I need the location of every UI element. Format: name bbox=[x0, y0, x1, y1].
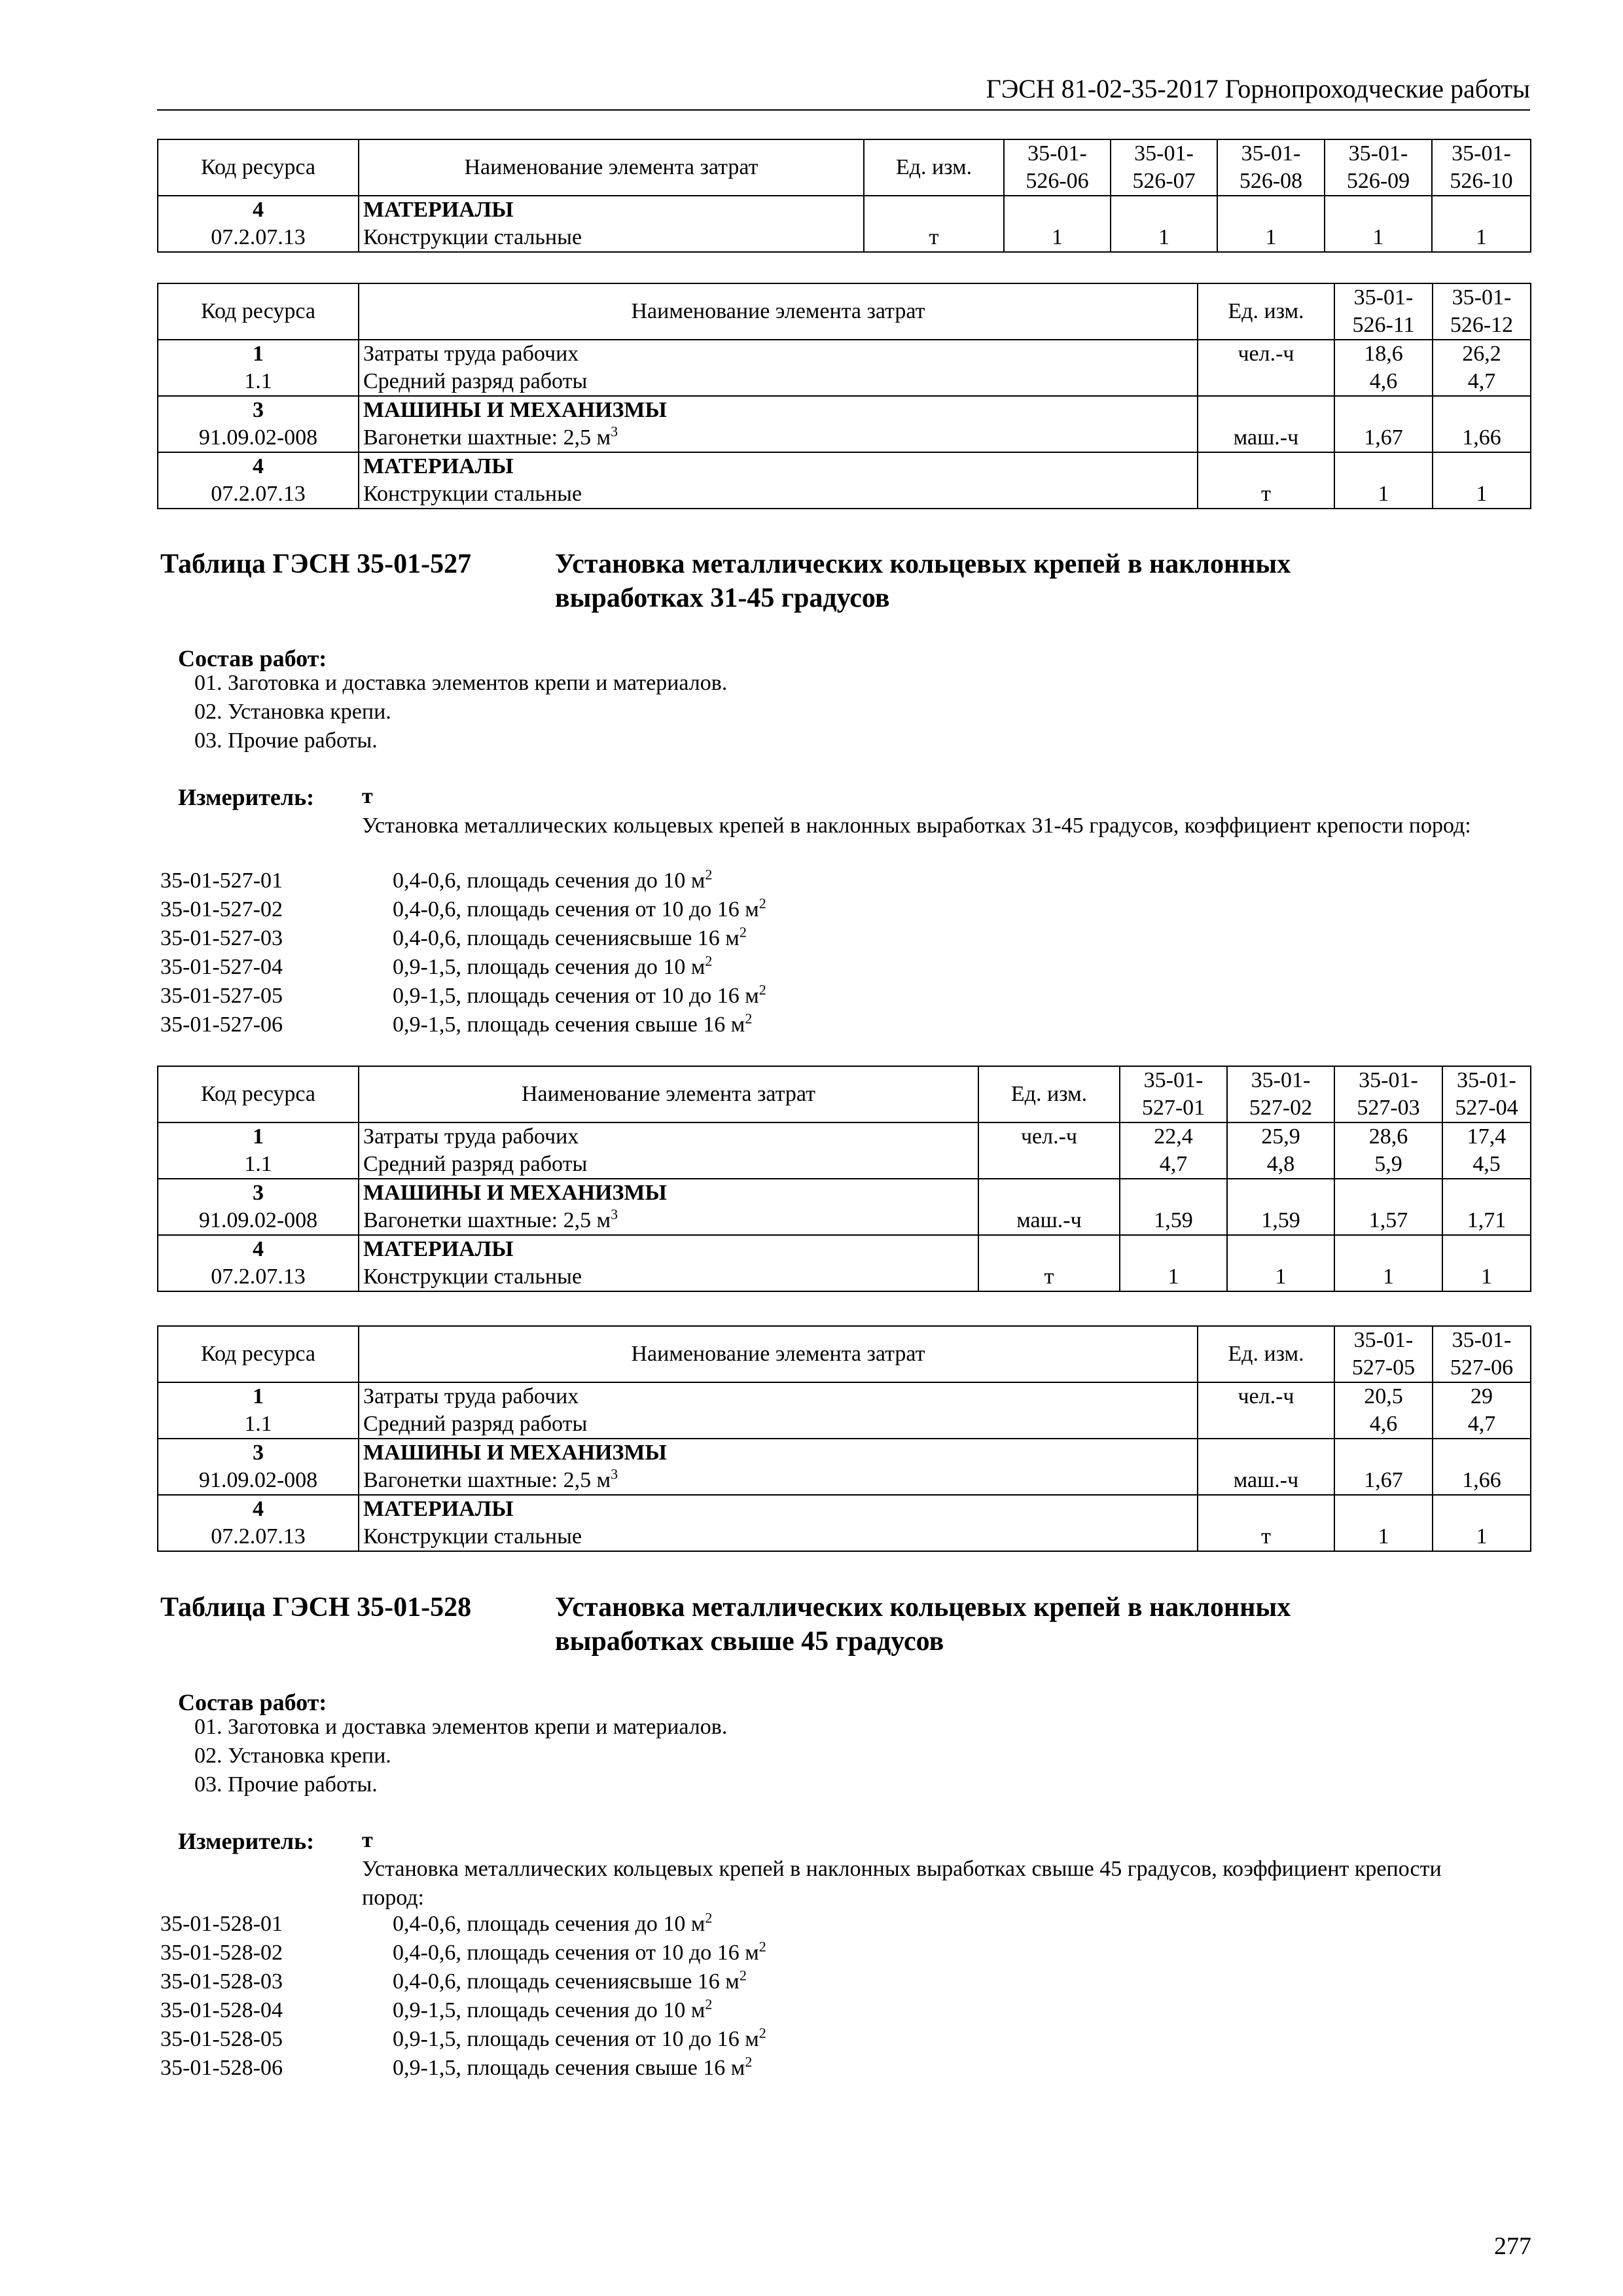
table-row-group bbox=[158, 1179, 1531, 1207]
group-code: 1 bbox=[158, 1382, 359, 1410]
row-code: 07.2.07.13 bbox=[158, 1523, 359, 1551]
work-item: 01. Заготовка и доставка элементов крепи и материалов. bbox=[194, 671, 728, 695]
resource-table-527-01-04 bbox=[157, 1066, 1531, 1292]
group-name: МАШИНЫ И МЕХАНИЗМЫ bbox=[359, 396, 1198, 424]
table-row bbox=[158, 224, 1531, 252]
group-code: 4 bbox=[158, 1235, 359, 1263]
row-unit: т bbox=[864, 224, 1004, 252]
row-code: 1.1 bbox=[158, 368, 359, 396]
work-item: 03. Прочие работы. bbox=[194, 1772, 378, 1797]
table-row bbox=[158, 1207, 1531, 1235]
row-name: Затраты труда рабочих bbox=[359, 1382, 1198, 1410]
header-col: 35-01- 527-06 bbox=[1433, 1326, 1531, 1382]
row-unit: маш.-ч bbox=[1198, 424, 1334, 452]
list-item: 35-01-528-03 0,4-0,6, площадь сечениясвыше 16 $м^2$ bbox=[160, 1967, 747, 1994]
cell-value: 1,57 bbox=[1334, 1207, 1442, 1235]
cell-value: 1,59 bbox=[1120, 1207, 1227, 1235]
header-name: Наименование элемента затрат bbox=[359, 139, 864, 196]
table-row-group bbox=[158, 1122, 1531, 1151]
list-item: 35-01-528-02 0,4-0,6, площадь сечения от 10 до 16 $м^2$ bbox=[160, 1938, 766, 1965]
group-name: МАТЕРИАЛЫ bbox=[359, 452, 1198, 480]
table-header-row bbox=[158, 139, 1531, 196]
row-code: 07.2.07.13 bbox=[158, 480, 359, 509]
header-unit: Ед. изм. bbox=[864, 139, 1004, 196]
table-header-row bbox=[158, 1326, 1531, 1382]
group-code: 1 bbox=[158, 1122, 359, 1151]
cell-value: 1 bbox=[1325, 224, 1432, 252]
list-item: 35-01-528-01 0,4-0,6, площадь сечения до 10 $м^2$ bbox=[160, 1909, 713, 1936]
table-row bbox=[158, 368, 1531, 396]
list-item: 35-01-527-06 0,9-1,5, площадь сечения свыше 16 $м^2$ bbox=[160, 1010, 753, 1037]
cell-value: 28,6 bbox=[1334, 1122, 1442, 1151]
table-row bbox=[158, 1263, 1531, 1291]
cell-value: 18,6 bbox=[1334, 340, 1433, 368]
row-name: Конструкции стальные bbox=[359, 480, 1198, 509]
cell-value: 1 bbox=[1334, 1523, 1433, 1551]
cell-value: 4,6 bbox=[1334, 368, 1433, 396]
group-name: МАШИНЫ И МЕХАНИЗМЫ bbox=[359, 1179, 978, 1207]
cell-value: 1 bbox=[1120, 1263, 1227, 1291]
list-item: 35-01-527-05 0,9-1,5, площадь сечения от 10 до 16 $м^2$ bbox=[160, 981, 766, 1008]
cell-value: 1 bbox=[1433, 1523, 1531, 1551]
row-code: 91.09.02-008 bbox=[158, 1467, 359, 1495]
table-header-row bbox=[158, 283, 1531, 340]
meter-label: Измеритель: bbox=[178, 1828, 315, 1854]
table-row-group bbox=[158, 1439, 1531, 1467]
row-code: 91.09.02-008 bbox=[158, 1207, 359, 1235]
resource-table-526-11-12 bbox=[157, 283, 1531, 509]
table-heading: Установка металлических кольцевых крепей в наклонных выработках свыше 45 градусов bbox=[555, 1592, 1291, 1657]
table-row bbox=[158, 1410, 1531, 1439]
cell-value: 25,9 bbox=[1227, 1122, 1334, 1151]
table-row-group bbox=[158, 196, 1531, 224]
row-unit: маш.-ч bbox=[978, 1207, 1120, 1235]
cell-value: 1,67 bbox=[1334, 424, 1433, 452]
cell-value: 29 bbox=[1433, 1382, 1531, 1410]
resource-table-526-06-10 bbox=[157, 139, 1531, 253]
row-code: 07.2.07.13 bbox=[158, 1263, 359, 1291]
cell-value: 1 bbox=[1432, 224, 1531, 252]
group-name: МАТЕРИАЛЫ bbox=[359, 1495, 1198, 1523]
header-unit: Ед. изм. bbox=[1198, 283, 1334, 340]
work-item: 01. Заготовка и доставка элементов крепи и материалов. bbox=[194, 1715, 728, 1739]
table-row bbox=[158, 1467, 1531, 1495]
row-name: Средний разряд работы bbox=[359, 1410, 1198, 1439]
header-col: 35-01- 526-07 bbox=[1111, 139, 1217, 196]
table-title: Таблица ГЭСН 35-01-528 bbox=[160, 1592, 472, 1623]
table-row bbox=[158, 424, 1531, 452]
header-col: 35-01- 527-02 bbox=[1227, 1066, 1334, 1122]
header-code: Код ресурса bbox=[158, 139, 359, 196]
cell-value: 1,71 bbox=[1442, 1207, 1531, 1235]
row-name: Вагонетки шахтные: 2,5 $м^3$ bbox=[359, 1467, 1198, 1495]
cell-value: 26,2 bbox=[1433, 340, 1531, 368]
cell-value: 1 bbox=[1004, 224, 1111, 252]
header-col: 35-01- 527-03 bbox=[1334, 1066, 1442, 1122]
page-number: 277 bbox=[1494, 2233, 1531, 2260]
group-name: МАТЕРИАЛЫ bbox=[359, 196, 864, 224]
header-col: 35-01- 526-08 bbox=[1217, 139, 1325, 196]
cell-value: 1 bbox=[1433, 480, 1531, 509]
table-row-group bbox=[158, 1382, 1531, 1410]
row-unit: т bbox=[1198, 1523, 1334, 1551]
group-code: 3 bbox=[158, 1179, 359, 1207]
group-code: 3 bbox=[158, 1439, 359, 1467]
table-row bbox=[158, 1151, 1531, 1179]
table-row-group bbox=[158, 1235, 1531, 1263]
group-code: 4 bbox=[158, 196, 359, 224]
row-name: Затраты труда рабочих bbox=[359, 340, 1198, 368]
row-unit: чел.-ч bbox=[1198, 340, 1334, 368]
group-name: МАТЕРИАЛЫ bbox=[359, 1235, 978, 1263]
row-code: 1.1 bbox=[158, 1151, 359, 1179]
row-code: 1.1 bbox=[158, 1410, 359, 1439]
cell-value: 1 bbox=[1334, 1263, 1442, 1291]
list-item: 35-01-528-05 0,9-1,5, площадь сечения от 10 до 16 $м^2$ bbox=[160, 2024, 766, 2051]
table-row-group bbox=[158, 1495, 1531, 1523]
group-code: 3 bbox=[158, 396, 359, 424]
cell-value: 22,4 bbox=[1120, 1122, 1227, 1151]
header-col: 35-01- 526-10 bbox=[1432, 139, 1531, 196]
header-unit: Ед. изм. bbox=[1198, 1326, 1334, 1382]
cell-value: 1 bbox=[1217, 224, 1325, 252]
table-row bbox=[158, 1523, 1531, 1551]
row-unit: чел.-ч bbox=[1198, 1382, 1334, 1410]
row-name: Вагонетки шахтные: 2,5 $м^3$ bbox=[359, 1207, 978, 1235]
resource-table-527-05-06 bbox=[157, 1325, 1531, 1552]
list-item: 35-01-527-04 0,9-1,5, площадь сечения до 10 $м^2$ bbox=[160, 952, 713, 979]
cell-value: 4,8 bbox=[1227, 1151, 1334, 1179]
composition-label: Состав работ: bbox=[178, 645, 327, 672]
header-name: Наименование элемента затрат bbox=[359, 1066, 978, 1122]
cell-value: 20,5 bbox=[1334, 1382, 1433, 1410]
cell-value: 17,4 bbox=[1442, 1122, 1531, 1151]
row-name: Конструкции стальные bbox=[359, 1263, 978, 1291]
cell-value: 4,7 bbox=[1433, 1410, 1531, 1439]
cell-value: 1,66 bbox=[1433, 1467, 1531, 1495]
meter-description: Установка металлических кольцевых крепей в наклонных выработках 31-45 градусов, коэффициент крепости пород: bbox=[362, 814, 1471, 838]
header-col: 35-01- 527-04 bbox=[1442, 1066, 1531, 1122]
cell-value: 1 bbox=[1334, 480, 1433, 509]
header-col: 35-01- 526-12 bbox=[1433, 283, 1531, 340]
row-unit: т bbox=[1198, 480, 1334, 509]
table-title: Таблица ГЭСН 35-01-527 bbox=[160, 549, 472, 579]
header-col: 35-01- 526-09 bbox=[1325, 139, 1432, 196]
table-header-row bbox=[158, 1066, 1531, 1122]
group-name: МАШИНЫ И МЕХАНИЗМЫ bbox=[359, 1439, 1198, 1467]
page-header: ГЭСН 81-02-35-2017 Горнопроходческие работы bbox=[157, 73, 1530, 111]
list-item: 35-01-528-04 0,9-1,5, площадь сечения до 10 $м^2$ bbox=[160, 1996, 713, 2022]
row-name: Конструкции стальные bbox=[359, 224, 864, 252]
header-col: 35-01- 526-11 bbox=[1334, 283, 1433, 340]
cell-value: 4,7 bbox=[1433, 368, 1531, 396]
cell-value: 4,6 bbox=[1334, 1410, 1433, 1439]
list-item: 35-01-527-02 0,4-0,6, площадь сечения от 10 до 16 $м^2$ bbox=[160, 895, 766, 922]
table-row-group bbox=[158, 340, 1531, 368]
table-row-group bbox=[158, 452, 1531, 480]
meter-description: Установка металлических кольцевых крепей в наклонных выработках свыше 45 градусов, коэффициент крепости пород: bbox=[362, 1857, 1442, 1910]
composition-label: Состав работ: bbox=[178, 1689, 327, 1715]
row-code: 91.09.02-008 bbox=[158, 424, 359, 452]
table-row bbox=[158, 480, 1531, 509]
table-heading: Установка металлических кольцевых крепей в наклонных выработках 31-45 градусов bbox=[555, 549, 1291, 613]
header-col: 35-01- 526-06 bbox=[1004, 139, 1111, 196]
header-col: 35-01- 527-05 bbox=[1334, 1326, 1433, 1382]
row-name: Затраты труда рабочих bbox=[359, 1122, 978, 1151]
cell-value: 4,7 bbox=[1120, 1151, 1227, 1179]
list-item: 35-01-528-06 0,9-1,5, площадь сечения свыше 16 $м^2$ bbox=[160, 2053, 753, 2080]
cell-value: 1,66 bbox=[1433, 424, 1531, 452]
group-code: 1 bbox=[158, 340, 359, 368]
header-unit: Ед. изм. bbox=[978, 1066, 1120, 1122]
row-name: Конструкции стальные bbox=[359, 1523, 1198, 1551]
group-code: 4 bbox=[158, 452, 359, 480]
meter-label: Измеритель: bbox=[178, 784, 315, 810]
cell-value: 1 bbox=[1111, 224, 1217, 252]
cell-value: 1 bbox=[1227, 1263, 1334, 1291]
cell-value: 1 bbox=[1442, 1263, 1531, 1291]
table-row-group bbox=[158, 396, 1531, 424]
row-unit: чел.-ч bbox=[978, 1122, 1120, 1151]
header-col: 35-01- 527-01 bbox=[1120, 1066, 1227, 1122]
header-code: Код ресурса bbox=[158, 283, 359, 340]
cell-value: 5,9 bbox=[1334, 1151, 1442, 1179]
header-code: Код ресурса bbox=[158, 1066, 359, 1122]
row-name: Средний разряд работы bbox=[359, 368, 1198, 396]
list-item: 35-01-527-01 0,4-0,6, площадь сечения до 10 $м^2$ bbox=[160, 866, 713, 893]
group-code: 4 bbox=[158, 1495, 359, 1523]
meter-unit: т bbox=[362, 784, 373, 808]
row-unit: маш.-ч bbox=[1198, 1467, 1334, 1495]
work-item: 03. Прочие работы. bbox=[194, 728, 378, 753]
work-item: 02. Установка крепи. bbox=[194, 1744, 391, 1768]
meter-unit: т bbox=[362, 1828, 373, 1852]
row-unit: т bbox=[978, 1263, 1120, 1291]
header-name: Наименование элемента затрат bbox=[359, 1326, 1198, 1382]
header-name: Наименование элемента затрат bbox=[359, 283, 1198, 340]
cell-value: 4,5 bbox=[1442, 1151, 1531, 1179]
row-code: 07.2.07.13 bbox=[158, 224, 359, 252]
header-code: Код ресурса bbox=[158, 1326, 359, 1382]
cell-value: 1,67 bbox=[1334, 1467, 1433, 1495]
row-name: Средний разряд работы bbox=[359, 1151, 978, 1179]
row-name: Вагонетки шахтные: 2,5 $м^3$ bbox=[359, 424, 1198, 452]
list-item: 35-01-527-03 0,4-0,6, площадь сечениясвыше 16 $м^2$ bbox=[160, 924, 747, 950]
cell-value: 1,59 bbox=[1227, 1207, 1334, 1235]
work-item: 02. Установка крепи. bbox=[194, 700, 391, 724]
